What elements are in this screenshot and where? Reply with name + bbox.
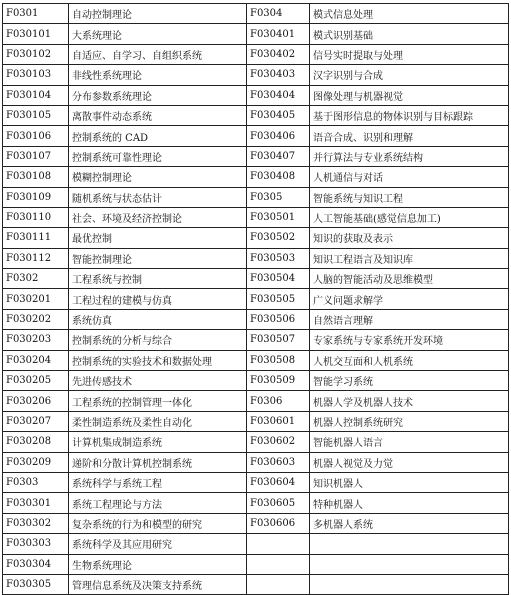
right-name-cell: 机器人学及机器人技术 — [310, 391, 509, 411]
left-name-cell: 大系统理论 — [69, 24, 247, 44]
table-row — [3, 228, 509, 248]
right-name-cell: 知识的获取及表示 — [310, 228, 509, 248]
right-name-cell: 人工智能基础(感觉信息加工) — [310, 207, 509, 227]
left-name-cell: 系统科学及其应用研究 — [69, 534, 247, 554]
right-code-cell: F030502 — [247, 228, 310, 248]
left-name-cell: 递阶和分散计算机控制系统 — [69, 452, 247, 472]
left-code-cell: F030104 — [3, 85, 69, 105]
table-row — [3, 493, 509, 513]
left-name-cell: 智能控制理论 — [69, 248, 247, 268]
table-row — [3, 167, 509, 187]
table-row — [3, 391, 509, 411]
table-row — [3, 44, 509, 64]
table-row — [3, 330, 509, 350]
right-code-cell: F030501 — [247, 207, 310, 227]
right-name-cell: 机器人控制系统研究 — [310, 411, 509, 431]
right-code-cell: F0305 — [247, 187, 310, 207]
right-code-cell: F030601 — [247, 411, 310, 431]
table-row — [3, 350, 509, 370]
right-name-cell: 多机器人系统 — [310, 513, 509, 533]
right-name-cell — [310, 574, 509, 594]
right-name-cell: 专家系统与专家系统开发环境 — [310, 330, 509, 350]
left-code-cell: F030303 — [3, 534, 69, 554]
table-row — [3, 269, 509, 289]
left-name-cell: 离散事件动态系统 — [69, 105, 247, 125]
table-row — [3, 432, 509, 452]
left-name-cell: 先进传感技术 — [69, 371, 247, 391]
right-code-cell: F030602 — [247, 432, 310, 452]
left-code-cell: F030101 — [3, 24, 69, 44]
right-name-cell: 智能系统与知识工程 — [310, 187, 509, 207]
left-name-cell: 自适应、自学习、自组织系统 — [69, 44, 247, 64]
left-name-cell: 复杂系统的行为和模型的研究 — [69, 513, 247, 533]
right-code-cell: F030406 — [247, 126, 310, 146]
left-code-cell: F030202 — [3, 309, 69, 329]
right-code-cell: F0306 — [247, 391, 310, 411]
table-row — [3, 309, 509, 329]
right-code-cell — [247, 534, 310, 554]
right-code-cell: F030506 — [247, 309, 310, 329]
left-code-cell: F030301 — [3, 493, 69, 513]
left-name-cell: 模糊控制理论 — [69, 167, 247, 187]
right-name-cell: 自然语言理解 — [310, 309, 509, 329]
left-name-cell: 系统工程理论与方法 — [69, 493, 247, 513]
left-name-cell: 工程系统的控制管理一体化 — [69, 391, 247, 411]
left-code-cell: F030208 — [3, 432, 69, 452]
table-row — [3, 554, 509, 574]
right-code-cell: F030503 — [247, 248, 310, 268]
left-code-cell: F030106 — [3, 126, 69, 146]
right-name-cell: 信号实时提取与处理 — [310, 44, 509, 64]
right-code-cell: F030404 — [247, 85, 310, 105]
left-name-cell: 工程过程的建模与仿真 — [69, 289, 247, 309]
left-name-cell: 控制系统的实验技术和数据处理 — [69, 350, 247, 370]
right-code-cell: F030606 — [247, 513, 310, 533]
right-code-cell: F030402 — [247, 44, 310, 64]
right-code-cell: F030405 — [247, 105, 310, 125]
table-row — [3, 207, 509, 227]
table-row — [3, 513, 509, 533]
left-code-cell: F030105 — [3, 105, 69, 125]
left-code-cell: F030109 — [3, 187, 69, 207]
right-name-cell — [310, 554, 509, 574]
right-code-cell: F030509 — [247, 371, 310, 391]
right-name-cell: 语音合成、识别和理解 — [310, 126, 509, 146]
table-row — [3, 126, 509, 146]
left-name-cell: 分布参数系统理论 — [69, 85, 247, 105]
left-name-cell: 控制系统可靠性理论 — [69, 146, 247, 166]
left-code-cell: F030110 — [3, 207, 69, 227]
right-code-cell: F030504 — [247, 269, 310, 289]
table-row — [3, 65, 509, 85]
table-row — [3, 248, 509, 268]
right-name-cell: 人机通信与对话 — [310, 167, 509, 187]
left-code-cell: F030305 — [3, 574, 69, 594]
right-name-cell: 图像处理与机器视觉 — [310, 85, 509, 105]
left-name-cell: 系统科学与系统工程 — [69, 472, 247, 492]
right-code-cell: F030507 — [247, 330, 310, 350]
table-row — [3, 371, 509, 391]
table-row — [3, 452, 509, 472]
left-code-cell: F030302 — [3, 513, 69, 533]
table-row — [3, 574, 509, 594]
left-code-cell: F030201 — [3, 289, 69, 309]
left-name-cell: 管理信息系统及决策支持系统 — [69, 574, 247, 594]
left-name-cell: 最优控制 — [69, 228, 247, 248]
table-row — [3, 289, 509, 309]
left-code-cell: F0301 — [3, 4, 69, 24]
left-name-cell: 计算机集成制造系统 — [69, 432, 247, 452]
left-name-cell: 系统仿真 — [69, 309, 247, 329]
table-row — [3, 4, 509, 24]
right-code-cell: F030401 — [247, 24, 310, 44]
left-name-cell: 工程系统与控制 — [69, 269, 247, 289]
right-code-cell — [247, 574, 310, 594]
left-code-cell: F030111 — [3, 228, 69, 248]
left-code-cell: F030203 — [3, 330, 69, 350]
left-code-cell: F0303 — [3, 472, 69, 492]
left-code-cell: F030112 — [3, 248, 69, 268]
right-code-cell: F030505 — [247, 289, 310, 309]
right-code-cell: F030604 — [247, 472, 310, 492]
right-name-cell: 并行算法与专业系统结构 — [310, 146, 509, 166]
left-code-cell: F030108 — [3, 167, 69, 187]
table-row — [3, 472, 509, 492]
left-code-cell: F030205 — [3, 371, 69, 391]
right-code-cell: F030508 — [247, 350, 310, 370]
left-name-cell: 控制系统的分析与综合 — [69, 330, 247, 350]
left-name-cell: 随机系统与状态估计 — [69, 187, 247, 207]
table-row — [3, 411, 509, 431]
right-code-cell: F0304 — [247, 4, 310, 24]
left-code-cell: F030207 — [3, 411, 69, 431]
left-code-cell: F030102 — [3, 44, 69, 64]
table-row — [3, 187, 509, 207]
left-name-cell: 柔性制造系统及柔性自动化 — [69, 411, 247, 431]
discipline-code-table — [2, 3, 509, 595]
right-code-cell: F030603 — [247, 452, 310, 472]
left-name-cell: 控制系统的 CAD — [69, 126, 247, 146]
right-name-cell: 广义问题求解学 — [310, 289, 509, 309]
table-row — [3, 105, 509, 125]
right-name-cell: 人脑的智能活动及思维模型 — [310, 269, 509, 289]
right-name-cell: 机器人视觉及力觉 — [310, 452, 509, 472]
left-code-cell: F030304 — [3, 554, 69, 574]
right-name-cell: 特种机器人 — [310, 493, 509, 513]
right-name-cell: 模式信息处理 — [310, 4, 509, 24]
left-code-cell: F030204 — [3, 350, 69, 370]
right-code-cell: F030605 — [247, 493, 310, 513]
right-name-cell: 智能学习系统 — [310, 371, 509, 391]
table-row — [3, 24, 509, 44]
right-code-cell: F030403 — [247, 65, 310, 85]
right-name-cell: 知识机器人 — [310, 472, 509, 492]
table-row — [3, 534, 509, 554]
right-code-cell: F030408 — [247, 167, 310, 187]
right-code-cell — [247, 554, 310, 574]
right-name-cell: 基于图形信息的物体识别与目标跟踪 — [310, 105, 509, 125]
left-name-cell: 社会、环境及经济控制论 — [69, 207, 247, 227]
table-body — [3, 4, 509, 595]
table-row — [3, 85, 509, 105]
left-code-cell: F030209 — [3, 452, 69, 472]
right-name-cell: 汉字识别与合成 — [310, 65, 509, 85]
right-name-cell: 智能机器人语言 — [310, 432, 509, 452]
right-name-cell: 模式识别基础 — [310, 24, 509, 44]
right-name-cell — [310, 534, 509, 554]
right-name-cell: 知识工程语言及知识库 — [310, 248, 509, 268]
left-code-cell: F030103 — [3, 65, 69, 85]
left-code-cell: F0302 — [3, 269, 69, 289]
left-name-cell: 自动控制理论 — [69, 4, 247, 24]
left-name-cell: 生物系统理论 — [69, 554, 247, 574]
right-code-cell: F030407 — [247, 146, 310, 166]
left-code-cell: F030206 — [3, 391, 69, 411]
left-name-cell: 非线性系统理论 — [69, 65, 247, 85]
table-row — [3, 146, 509, 166]
right-name-cell: 人机交互面和人机系统 — [310, 350, 509, 370]
left-code-cell: F030107 — [3, 146, 69, 166]
